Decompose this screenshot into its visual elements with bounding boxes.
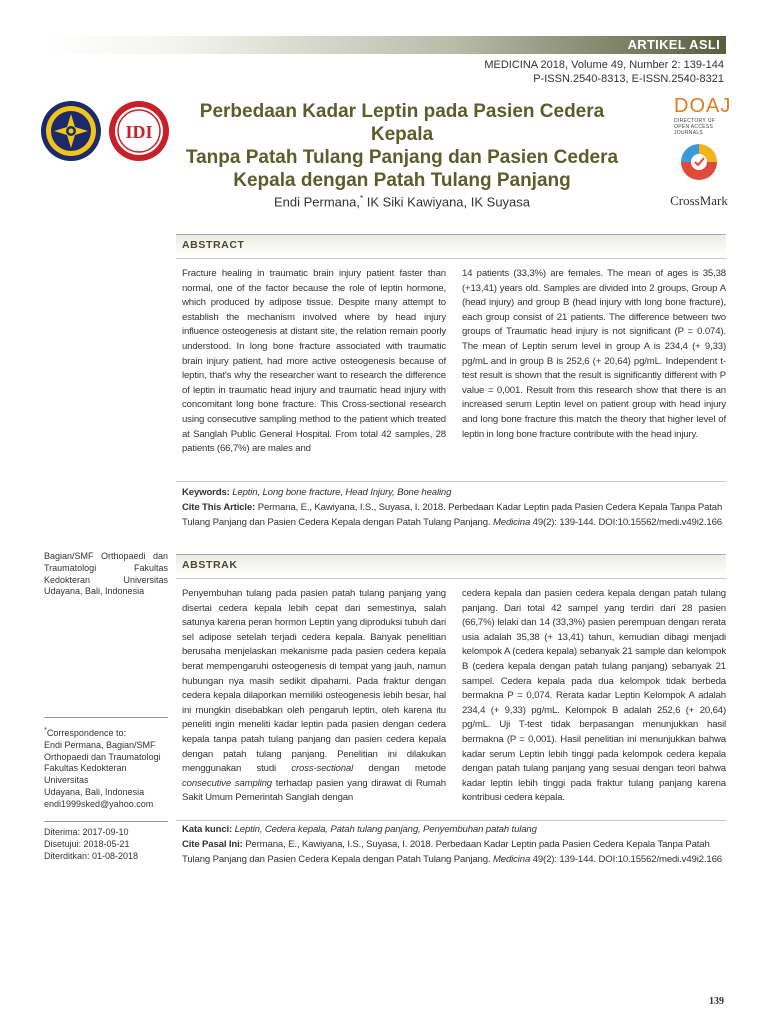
section-shade xyxy=(176,235,726,257)
section-shade xyxy=(176,555,726,577)
abstrak-text: terhadap pasien yang dirawat di Rumah Sakit Umum Pemerintah Sanglah dengan xyxy=(182,777,446,804)
abstrak-text: dengan metode xyxy=(353,763,446,775)
keywords-label: Keywords: xyxy=(182,487,230,498)
abstrak-italic: consecutive sampling xyxy=(182,777,272,789)
title-line: Kepala dengan Patah Tulang Panjang xyxy=(233,170,571,191)
abstrak-paragraph xyxy=(182,587,446,806)
abstrak-column-1 xyxy=(182,587,446,806)
article-title xyxy=(176,100,628,192)
abstract-column-1 xyxy=(182,267,446,457)
affiliation: Bagian/SMF Orthopaedi dan Traumatologi Fakultas Kedokteran Universitas Udayana, Bali, Indonesia xyxy=(44,551,168,597)
abstrak-column-2 xyxy=(462,587,726,806)
udayana-logo xyxy=(40,100,102,162)
cite-doi[interactable]: 49(2): 139-144. DOI:10.15562/medi.v49i2.166 xyxy=(532,853,722,865)
cite-label: Cite This Article: xyxy=(182,502,256,513)
author-list xyxy=(176,194,628,209)
abstract-citation xyxy=(182,501,726,530)
corresponding-mark: * xyxy=(44,725,47,734)
abstract-paragraph: Fracture healing in traumatic brain injury patient faster than normal, one of the factor because the role of leptin hormone, which produced by adipose tissue. Despite many attempt to establish the mechanism involved where by head injury influence osteogenesis at distant site, the relation remain poorly understood. In long bone fracture associated with traumatic brain injury patient, had more active osteogenesis because of leptin, that's why the researcher want to research the difference of leptin in traumatic head injury and traumatic head injury with concomitant long bone fracture. This Cross-sectional research using consecutive sampling method to the patient which treated at Sanglah Public General Hospital. From total 42 samples, 28 patients (66,7%) are males and xyxy=(182,268,446,455)
cite-journal: Medicina xyxy=(492,516,531,528)
title-line: Tanpa Patah Tulang Panjang dan Pasien Cedera xyxy=(185,147,619,168)
idi-logo xyxy=(108,100,170,162)
correspondence-line: Endi Permana, Bagian/SMF xyxy=(44,739,156,750)
crossmark-icon xyxy=(679,142,719,186)
section-rule xyxy=(176,578,726,579)
corresponding-mark: * xyxy=(359,194,364,203)
abstract-keywords xyxy=(182,486,726,501)
cite-label: Cite Pasal Ini: xyxy=(182,839,243,850)
doaj-sub-line: DIRECTORY OF xyxy=(674,118,716,124)
abstract-paragraph: 14 patients (33,3%) are females. The mean of ages is 35,38 (+13,41) years old. Samples are divided into 2 groups, Group A (head injury) and group B (head injury with long bone fracture), each group consist of 21 patients. The difference between two groups of Traumatic head injury is not significant (P = 0.074). The mean of Leptin serum level in group A is 234,4 (+ 9,33) pg/mL and in group B is 252,6 (+ 20,64) pg/mL. Independent t-test result is shown that the result is significantly different with P value = 0,001. Result from this research show that there is an increased serum Leptin level on patient group with head injury and long bone fracture this match the theory that higher level of leptin in long bone fracture contribute with the head injury. xyxy=(462,268,726,440)
correspondence-line: Fakultas Kedokteran Universitas xyxy=(44,763,127,786)
correspondence-email[interactable]: endi1999sked@yahoo.com xyxy=(44,798,154,809)
abstrak-heading: ABSTRAK xyxy=(182,559,238,571)
article-type-label: ARTIKEL ASLI xyxy=(627,37,720,52)
section-rule xyxy=(176,481,726,482)
abstract-column-2 xyxy=(462,267,726,442)
date-accepted: Disetujui: 2018-05-21 xyxy=(44,838,130,849)
idi-logo-text: IDI xyxy=(125,122,153,142)
abstrak-keywords xyxy=(182,823,726,838)
doaj-sub-line: JOURNALS xyxy=(674,130,704,136)
abstrak-text: Penyembuhan tulang pada pasien patah tulang panjang yang disertai cedera kepala lebih cepat dari semestinya, salah satunya karena peran hormon Leptin yang diproduksi tubuh dari sel adipose setelah terjadi cedera kepala. Banyak penelitian berusaha menjelaskan mekanisme pada pasien cedera kepala berat mempengaruhi osteogenesis di tempat yang jauh, namun hubungan nya masih sedikit dipahami. Pada fraktur dengan cedera kepala dilaporkan memiliki osteogenesis lebih besar, hal ini mungkin disebabkan oleh pengaruh leptin, oleh karena itu peneliti ingin meneliti kadar leptin pada pasien dengan cedera kepala tanpa patah tulang panjang dan pasien cedera kepala dengan patah tulang panjang. Penelitian ini dilakukan menggunakan studi xyxy=(182,588,446,775)
cite-text: Permana, E., Kawiyana, I.S., Suyasa, I. 2018. Perbedaan Kadar Leptin pada Pasien Cedera Kepala Tanpa Patah Tulang Panjang dan Pasien Cedera Kepala dengan Patah Tulang Panjang. xyxy=(182,502,723,528)
journal-issn: P-ISSN.2540-8313, E-ISSN.2540-8321 xyxy=(533,73,724,85)
cite-text: Permana, E., Kawiyana, I.S., Suyasa, I. 2018. Perbedaan Kadar Leptin pada Pasien Cedera Kepala Tanpa Patah Tulang Panjang dan Pasien Cedera Kepala dengan Patah Tulang Panjang. xyxy=(182,839,710,865)
correspondence-label xyxy=(44,724,168,740)
author-name: Endi Permana, xyxy=(273,194,360,210)
page-number: 139 xyxy=(709,996,724,1007)
section-rule xyxy=(176,258,726,259)
journal-volume: MEDICINA 2018, Volume 49, Number 2: 139-144 xyxy=(484,59,724,71)
abstrak-citation xyxy=(182,838,726,867)
author-names: IK Siki Kawiyana, IK Suyasa xyxy=(363,194,531,210)
sidebar-divider xyxy=(44,821,168,822)
correspondence-line: Orthopaedi dan Traumatologi xyxy=(44,751,161,762)
publication-dates xyxy=(44,827,168,862)
doaj-sub-line: OPEN ACCESS xyxy=(674,124,714,130)
doaj-logo[interactable] xyxy=(674,96,734,136)
correspondence-title: Correspondence to: xyxy=(46,728,126,738)
journal-info xyxy=(484,58,724,86)
section-rule xyxy=(176,820,726,821)
crossmark-label: CrossMark xyxy=(670,193,728,208)
keywords-list: Leptin, Cedera kepala, Patah tulang panjang, Penyembuhan patah tulang xyxy=(234,824,537,835)
crossmark-badge[interactable] xyxy=(664,142,734,209)
date-published: Diterditkan: 01-08-2018 xyxy=(44,850,139,861)
abstrak-italic: cross-sectional xyxy=(291,763,354,775)
correspondence-line: Udayana, Bali, Indonesia xyxy=(44,786,145,797)
keywords-list: Leptin, Long bone fracture, Head Injury, Bone healing xyxy=(232,487,452,498)
keywords-label: Kata kunci: xyxy=(182,824,233,835)
doaj-wordmark: DOAJ xyxy=(674,95,732,117)
date-received: Diterima: 2017-09-10 xyxy=(44,827,129,837)
abstrak-paragraph: cedera kepala dan pasien cedera kepala dengan patah tulang panjang. Dari total 42 sampel yang terdiri dari 28 pasien (66,7%) lelaki dan 14 (33,3%) pasien perempuan dengan rerata usia adalah 35,38 (+ 13,41) tahun, kemudian dibagi menjadi kelompok A (cedera kepala) sebanyak 21 sample dan kelompok B (cedera kepala dengan patah tulang panjang) sebanyak 21 sampel. Cedera kepala pada dua kelompok tidak berbeda bermakna P = 0,074. Rerata kadar Leptin Kelompok A adalah 234,4 (+ 9,33) pg/mL. Kelompok B adalah 252,6 (+ 20,64) pg/mL. Uji T-test tidak berpasangan menunjukkan hasil bermakna (P = 0,001). Hasil penelitian ini menunjukkan bahwa kadar serum Leptin lebih tinggi pada kelompok cedera kepala dengan patah tulang panjang yang sesuai dengan teori bahwa kadar leptin lebih tinggi pada fraktur tulang panjang karena kontribusi cedera kepala. xyxy=(462,588,726,804)
sidebar-divider xyxy=(44,717,168,718)
cite-journal: Medicina xyxy=(492,853,531,865)
correspondence xyxy=(44,724,168,811)
header-banner xyxy=(44,36,726,54)
abstract-heading: ABSTRACT xyxy=(182,239,245,251)
title-line: Perbedaan Kadar Leptin pada Pasien Cedera Kepala xyxy=(199,101,605,145)
doaj-subtitle xyxy=(674,118,734,136)
cite-doi[interactable]: 49(2): 139-144. DOI:10.15562/medi.v49i2.166 xyxy=(532,516,722,528)
